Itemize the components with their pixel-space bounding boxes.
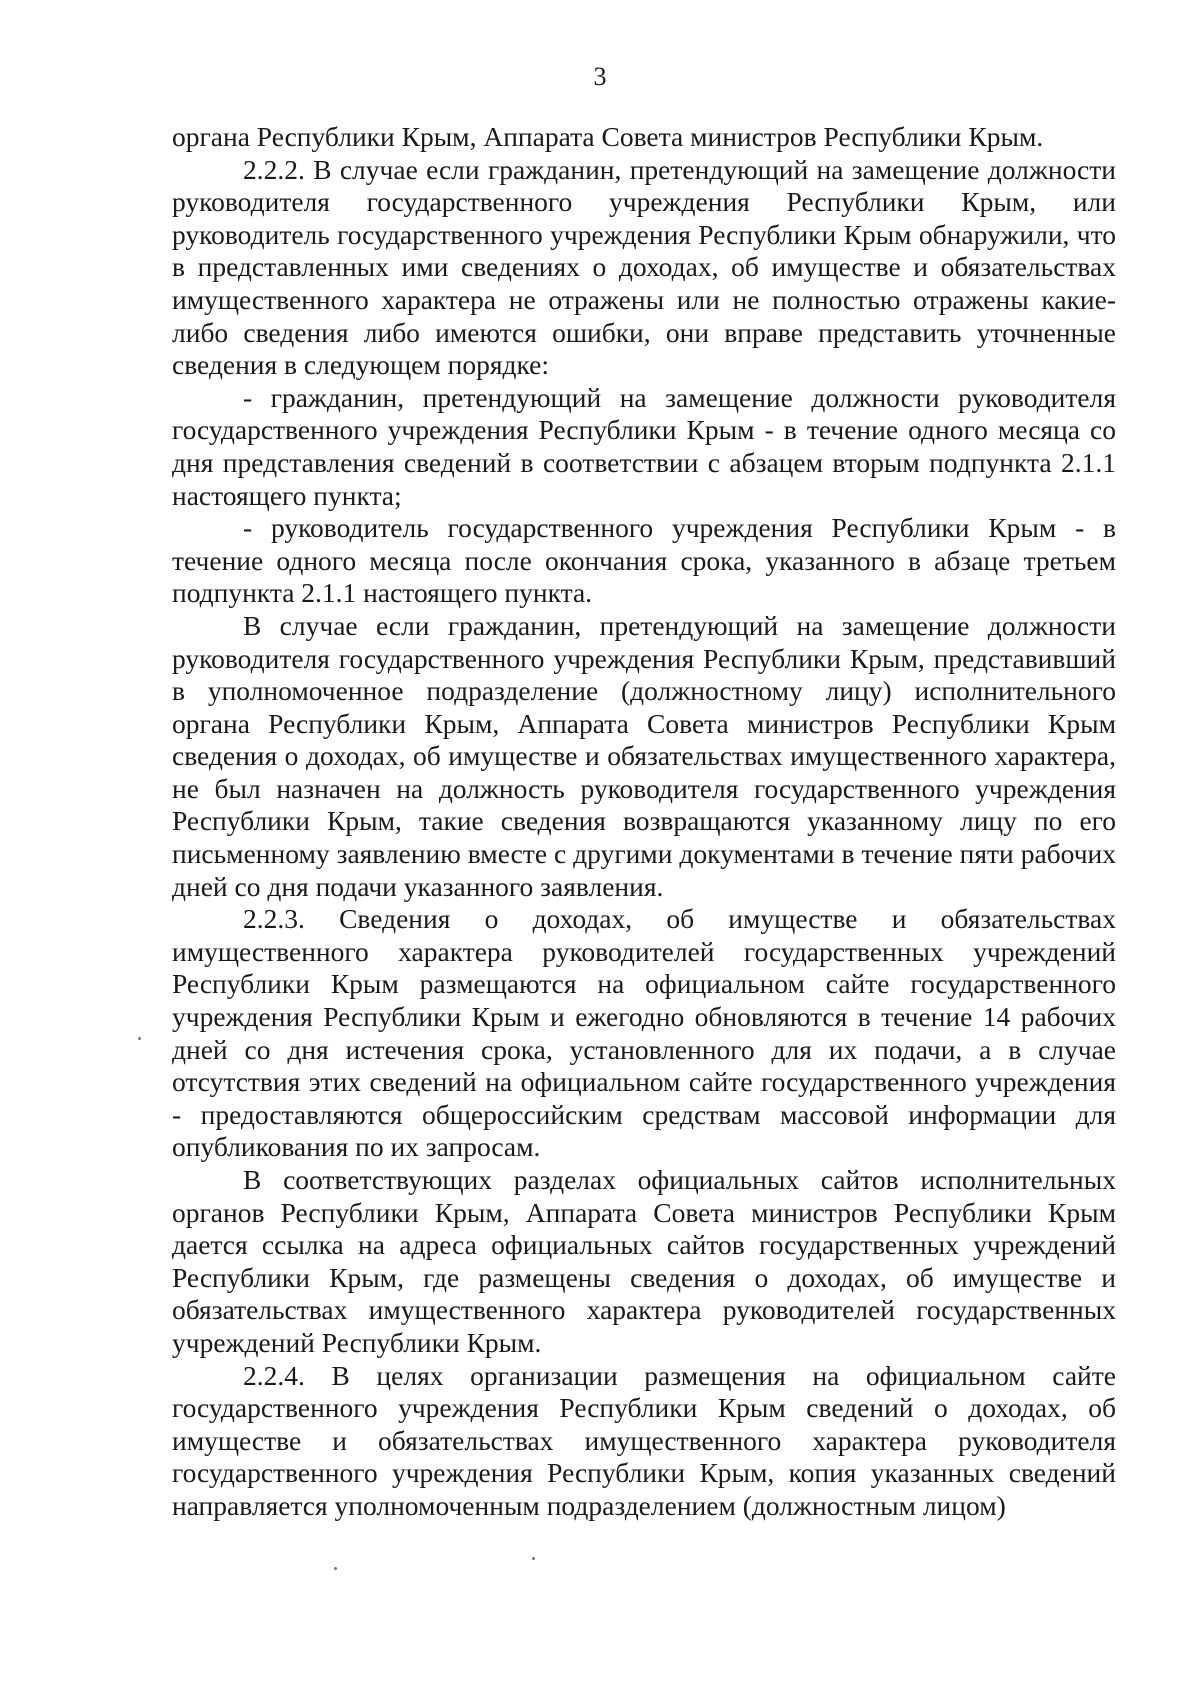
paragraph-website-links: В соответствующих разделах официальных сайтов исполнительных органов Республики Крым, Аппарата Совета министров Республики Крым дается ссылка на адреса официальных сайтов государственных учреждений Республики Крым, где размещены сведения о доходах, об имуществе и обязательствах имущественного характера руководителей государственных учреждений Республики Крым.: [172, 1164, 1116, 1358]
scan-speck: [334, 1567, 337, 1570]
paragraph-citizen-deadline: - гражданин, претендующий на замещение должности руководителя государственного учреждения Республики Крым - в течение одного месяца со дня представления сведений в соответствии с абзацем вторым подпункта 2.1.1 настоящего пункта;: [172, 381, 1116, 511]
paragraph-2-2-3: 2.2.3. Сведения о доходах, об имуществе и обязательствах имущественного характера руководителей государственных учреждений Республики Крым размещаются на официальном сайте государственного учреждения Республики Крым и ежегодно обновляются в течение 14 рабочих дней со дня истечения срока, установленного для их подачи, а в случае отсутствия этих сведений на официальном сайте государственного учреждения - предоставляются общероссийским средствам массовой информации для опубликования по их запросам.: [172, 903, 1116, 1163]
scan-speck: [138, 1037, 141, 1040]
paragraph-head-deadline: - руководитель государственного учреждения Республики Крым - в течение одного месяца после окончания срока, указанного в абзаце третьем подпункта 2.1.1 настоящего пункта.: [172, 512, 1116, 609]
paragraph-return-of-info: В случае если гражданин, претендующий на замещение должности руководителя государственного учреждения Республики Крым, представивший в уполномоченное подразделение (должностному лицу) исполнительного органа Республики Крым, Аппарата Совета министров Республики Крым сведения о доходах, об имуществе и обязательствах имущественного характера, не был назначен на должность руководителя государственного учреждения Республики Крым, такие сведения возвращаются указанному лицу по его письменному заявлению вместе с другими документами в течение пяти рабочих дней со дня подачи указанного заявления.: [172, 609, 1116, 902]
paragraph-2-2-4: 2.2.4. В целях организации размещения на официальном сайте государственного учреждения Республики Крым сведений о доходах, об имуществе и обязательствах имущественного характера руководителя государственного учреждения Республики Крым, копия указанных сведений направляется уполномоченным подразделением (должностным лицом): [172, 1359, 1116, 1521]
paragraph-continuation: органа Республики Крым, Аппарата Совета министров Республики Крым.: [172, 121, 1044, 152]
page-number: 3: [593, 62, 607, 91]
paragraph-2-2-2: 2.2.2. В случае если гражданин, претендующий на замещение должности руководителя государственного учреждения Республики Крым, или руководитель государственного учреждения Республики Крым обнаружили, что в представленных ими сведениях о доходах, об имуществе и обязательствах имущественного характера не отражены или не полностью отражены какие-либо сведения либо имеются ошибки, они вправе представить уточненные сведения в следующем порядке:: [172, 153, 1116, 381]
document-body: [172, 121, 1116, 1523]
scan-speck: [532, 1557, 535, 1560]
